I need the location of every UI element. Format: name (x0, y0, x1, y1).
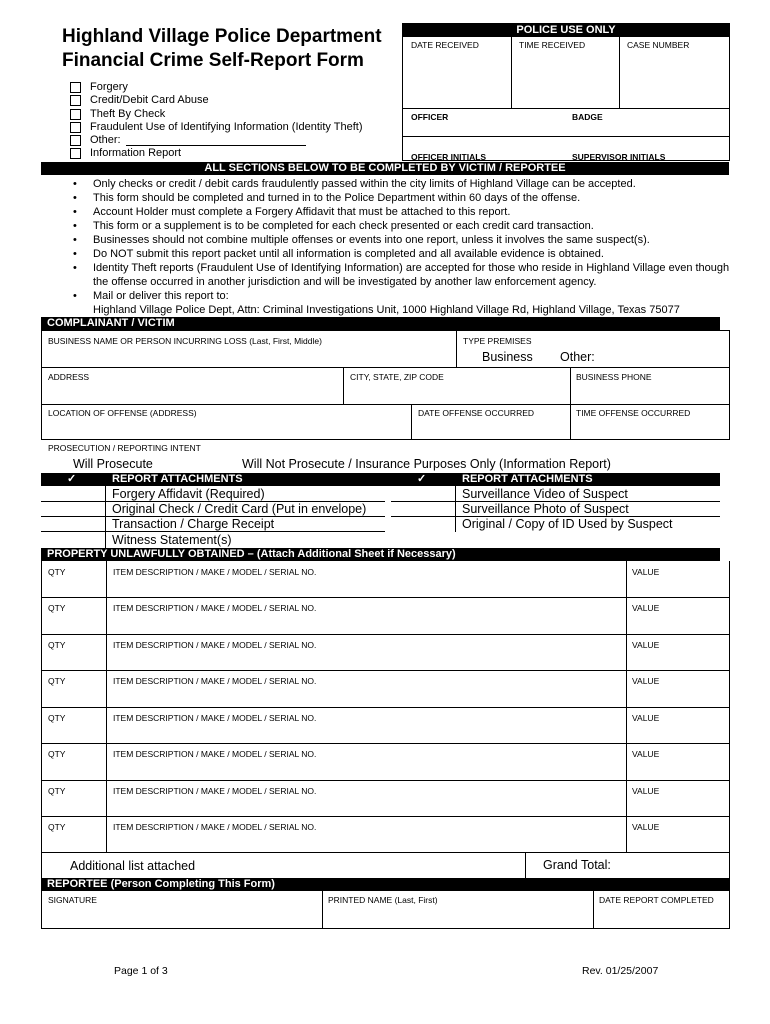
type-premises-label: TYPE PREMISES (463, 336, 532, 346)
date-received-field[interactable] (403, 51, 511, 108)
instruction-text: This form or a supplement is to be completed for each check presented or each credit card transaction. (93, 220, 594, 232)
value-label: VALUE (632, 822, 660, 832)
divider (456, 331, 457, 367)
crime-type-label: Credit/Debit Card Abuse (90, 94, 209, 107)
other-crime-type-field[interactable] (126, 145, 306, 146)
property-row[interactable] (42, 671, 729, 708)
property-row[interactable] (42, 817, 729, 852)
value-label: VALUE (632, 640, 660, 650)
value-label: VALUE (632, 676, 660, 686)
instruction-text: Businesses should not combine multiple offenses or events into one report, unless it involves the same suspect(s). (93, 234, 650, 246)
date-completed-label: DATE REPORT COMPLETED (599, 895, 714, 905)
divider (403, 108, 729, 109)
instruction-item (70, 261, 730, 289)
attachment-label: Surveillance Photo of Suspect (462, 502, 629, 516)
page-title (62, 25, 382, 73)
instruction-item (70, 191, 730, 205)
printed-name-label: PRINTED NAME (Last, First) (328, 895, 438, 905)
attachment-row[interactable] (41, 502, 385, 517)
value-label: VALUE (632, 567, 660, 577)
city-state-zip-field[interactable] (344, 368, 569, 404)
instruction-text: This form should be completed and turned in to the Police Department within 60 days of the offense. (93, 192, 581, 204)
instruction-item (70, 177, 730, 191)
property-row[interactable] (42, 635, 729, 671)
crime-type-other[interactable] (70, 134, 400, 147)
qty-label: QTY (48, 676, 66, 686)
qty-label: QTY (48, 567, 66, 577)
item-description-label: ITEM DESCRIPTION / MAKE / MODEL / SERIAL NO. (113, 640, 317, 650)
totals-row (41, 853, 730, 878)
location-field[interactable] (42, 405, 410, 440)
value-label: VALUE (632, 749, 660, 759)
date-completed-field[interactable] (594, 891, 729, 928)
instruction-text: Only checks or credit / debit cards fraudulently passed within the city limits of Highland Village can be accepted. (93, 178, 636, 190)
business-phone-label: BUSINESS PHONE (576, 372, 652, 382)
instruction-text: Identity Theft reports (Fraudulent Use of Identifying Information) are accepted for those who reside in Highland Village even though the offense occurred in another jurisdiction and will be investigated by another law enforcement agency. (93, 262, 730, 288)
attachments-grid (41, 486, 720, 548)
complainant-heading: COMPLAINANT / VICTIM (41, 317, 720, 330)
qty-label: QTY (48, 749, 66, 759)
bullet: • (73, 248, 77, 260)
title-line-2: Financial Crime Self-Report Form (62, 50, 364, 71)
bullet: • (73, 178, 77, 190)
instruction-text: Account Holder must complete a Forgery Affidavit that must be attached to this report. (93, 206, 511, 218)
crime-type-label: Information Report (90, 147, 182, 160)
crime-type-label: Fraudulent Use of Identifying Information (Identity Theft) (90, 120, 363, 133)
qty-label: QTY (48, 603, 66, 613)
property-row[interactable] (42, 781, 729, 817)
item-description-label: ITEM DESCRIPTION / MAKE / MODEL / SERIAL NO. (113, 676, 317, 686)
attachment-row[interactable] (391, 517, 720, 532)
badge-label: BADGE (572, 112, 603, 122)
signature-field[interactable] (42, 891, 321, 928)
police-use-box (402, 23, 730, 161)
crime-type-theft-by-check[interactable] (70, 108, 400, 121)
check-mark-icon: ✓ (417, 473, 427, 485)
checkbox-information-report[interactable] (70, 148, 81, 159)
location-label: LOCATION OF OFFENSE (ADDRESS) (48, 408, 197, 418)
grand-total-label: Grand Total: (543, 858, 611, 872)
attachments-heading-left: REPORT ATTACHMENTS (112, 473, 243, 485)
will-prosecute-option[interactable]: Will Prosecute (73, 457, 153, 471)
mailing-address: Highland Village Police Dept, Attn: Criminal Investigations Unit, 1000 Highland Village Rd, Highland Village, Texas 75077 (93, 304, 680, 316)
attachment-row[interactable] (391, 502, 720, 517)
business-phone-field[interactable] (571, 368, 729, 404)
attachment-row[interactable] (41, 486, 385, 502)
checkbox-identity-theft[interactable] (70, 122, 81, 133)
reportee-heading: REPORTEE (Person Completing This Form) (41, 878, 730, 891)
attachment-check-box[interactable] (41, 502, 106, 516)
attachment-row[interactable] (41, 532, 385, 548)
date-offense-label: DATE OFFENSE OCCURRED (418, 408, 535, 418)
title-line-1: Highland Village Police Department (62, 26, 382, 47)
qty-label: QTY (48, 713, 66, 723)
prosecution-heading: PROSECUTION / REPORTING INTENT (48, 443, 201, 453)
value-label: VALUE (632, 786, 660, 796)
crime-type-forgery[interactable] (70, 81, 400, 94)
signature-label: SIGNATURE (48, 895, 97, 905)
time-received-field[interactable] (512, 51, 619, 108)
city-state-zip-label: CITY, STATE, ZIP CODE (350, 372, 444, 382)
attachment-check-box[interactable] (391, 502, 456, 516)
item-description-label: ITEM DESCRIPTION / MAKE / MODEL / SERIAL NO. (113, 786, 317, 796)
property-row[interactable] (42, 561, 729, 598)
check-mark-icon: ✓ (67, 473, 77, 485)
revision-date: Rev. 01/25/2007 (582, 965, 659, 977)
time-offense-label: TIME OFFENSE OCCURRED (576, 408, 691, 418)
officer-initials-label: OFFICER INITIALS (411, 152, 487, 162)
business-name-field[interactable] (42, 331, 455, 367)
attachment-check-box[interactable] (391, 517, 456, 532)
bullet: • (73, 234, 77, 246)
bullet: • (73, 220, 77, 232)
crime-type-label: Theft By Check (90, 107, 166, 120)
qty-label: QTY (48, 640, 66, 650)
page-number: Page 1 of 3 (114, 965, 168, 977)
item-description-label: ITEM DESCRIPTION / MAKE / MODEL / SERIAL NO. (113, 713, 317, 723)
value-label: VALUE (632, 713, 660, 723)
time-offense-field[interactable] (571, 405, 729, 440)
attachment-label: Forgery Affidavit (Required) (112, 487, 265, 501)
bullet: • (73, 206, 77, 218)
item-description-label: ITEM DESCRIPTION / MAKE / MODEL / SERIAL NO. (113, 749, 317, 759)
property-heading: PROPERTY UNLAWFULLY OBTAINED – (Attach Additional Sheet if Necessary) (41, 548, 720, 561)
instruction-text: Do NOT submit this report packet until all information is completed and all available evidence is obtained. (93, 248, 604, 260)
attachment-check-box[interactable] (41, 532, 106, 548)
checkbox-theft-by-check[interactable] (70, 109, 81, 120)
crime-type-label: Other: (90, 134, 121, 147)
premises-other-option[interactable]: Other: (560, 350, 595, 364)
item-description-label: ITEM DESCRIPTION / MAKE / MODEL / SERIAL NO. (113, 603, 317, 613)
crime-type-list (70, 81, 400, 161)
instructions-list (70, 177, 730, 317)
bullet: • (73, 192, 77, 204)
crime-type-information-report[interactable] (70, 147, 400, 160)
checkbox-other[interactable] (70, 135, 81, 146)
complainant-section (41, 330, 730, 440)
attachment-check-box[interactable] (41, 486, 106, 501)
grand-total-field[interactable] (626, 853, 729, 878)
qty-label: QTY (48, 786, 66, 796)
item-description-label: ITEM DESCRIPTION / MAKE / MODEL / SERIAL NO. (113, 822, 317, 832)
crime-type-card-abuse[interactable] (70, 94, 400, 107)
attachment-label: Original / Copy of ID Used by Suspect (462, 517, 673, 531)
supervisor-initials-label: SUPERVISOR INITIALS (572, 152, 666, 162)
bullet: • (73, 290, 77, 302)
property-table (41, 561, 730, 853)
attachment-row[interactable] (41, 517, 385, 532)
instruction-item (70, 219, 730, 233)
property-row[interactable] (42, 744, 729, 781)
attachment-check-box[interactable] (41, 517, 106, 531)
date-received-label: DATE RECEIVED (411, 40, 479, 50)
crime-type-label: Forgery (90, 81, 128, 93)
property-row[interactable] (42, 598, 729, 635)
crime-type-identity-theft[interactable] (70, 121, 400, 134)
attachment-check-box[interactable] (391, 486, 456, 501)
additional-list-option[interactable]: Additional list attached (70, 859, 196, 873)
business-name-label: BUSINESS NAME OR PERSON INCURRING LOSS (Last, First, Middle) (48, 336, 322, 346)
qty-label: QTY (48, 822, 66, 832)
attachment-label: Witness Statement(s) (112, 533, 232, 547)
attachment-label: Transaction / Charge Receipt (112, 517, 275, 531)
instruction-item (70, 247, 730, 261)
officer-label: OFFICER (411, 112, 449, 122)
instruction-item (70, 233, 730, 247)
time-received-label: TIME RECEIVED (519, 40, 586, 50)
reportee-section (41, 891, 730, 929)
bullet: • (73, 262, 77, 274)
attachment-label: Original Check / Credit Card (Put in envelope) (112, 502, 367, 516)
checkbox-forgery[interactable] (70, 82, 81, 93)
address-field[interactable] (42, 368, 342, 404)
case-number-label: CASE NUMBER (627, 40, 690, 50)
instruction-item (70, 205, 730, 219)
instruction-item (70, 289, 730, 317)
instruction-text: Mail or deliver this report to: (93, 290, 229, 302)
property-row[interactable] (42, 708, 729, 744)
will-not-prosecute-option[interactable]: Will Not Prosecute / Insurance Purposes Only (Information Report) (242, 457, 611, 471)
premises-business-option[interactable]: Business (482, 350, 533, 364)
printed-name-field[interactable] (323, 891, 592, 928)
police-use-heading: POLICE USE ONLY (403, 24, 729, 37)
attachments-heading-bar (41, 473, 720, 486)
attachment-label: Surveillance Video of Suspect (462, 487, 628, 501)
attachments-heading-right: REPORT ATTACHMENTS (462, 473, 593, 485)
value-label: VALUE (632, 603, 660, 613)
case-number-field[interactable] (620, 51, 729, 108)
divider (403, 136, 729, 137)
address-label: ADDRESS (48, 372, 90, 382)
divider (525, 853, 526, 878)
date-offense-field[interactable] (412, 405, 569, 440)
attachment-row[interactable] (391, 486, 720, 502)
instructions-heading: ALL SECTIONS BELOW TO BE COMPLETED BY VICTIM / REPORTEE (41, 162, 729, 175)
item-description-label: ITEM DESCRIPTION / MAKE / MODEL / SERIAL NO. (113, 567, 317, 577)
checkbox-card-abuse[interactable] (70, 95, 81, 106)
